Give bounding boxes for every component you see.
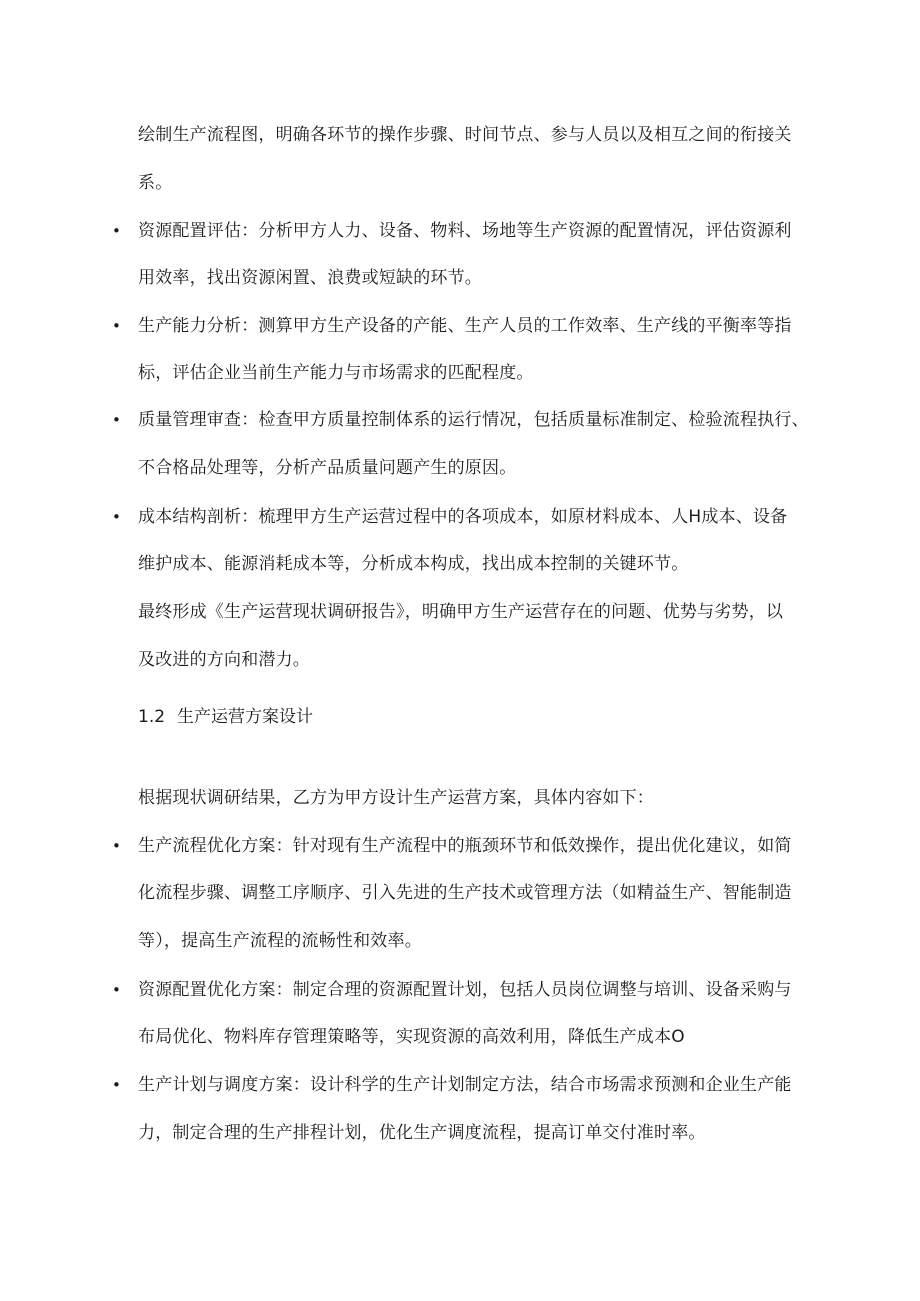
bullet-icon: • — [112, 411, 121, 429]
section-title: 生产运营方案设计 — [177, 707, 314, 727]
bullet-icon: • — [112, 837, 121, 855]
bullet-icon: • — [112, 1076, 121, 1094]
list-item-line: 不合格品处理等，分析产品质量问题产生的原因。 — [138, 458, 517, 478]
paragraph-line: 根据现状调研结果，乙方为甲方设计生产运营方案，具体内容如下： — [138, 788, 654, 808]
list-item-line: 等），提高生产流程的流畅性和效率。 — [138, 931, 422, 951]
bullet-icon: • — [112, 222, 121, 240]
list-item-line: 标，评估企业当前生产能力与市场需求的匹配程度。 — [138, 363, 534, 383]
list-item-line: 化流程步骤、调整工序顺序、引入先进的生产技术或管理方法（如精益生产、智能制造 — [138, 883, 792, 903]
section-heading — [138, 705, 313, 729]
bullet-icon: • — [112, 981, 121, 999]
paragraph-line: 最终形成《生产运营现状调研报告》，明确甲方生产运营存在的问题、优势与劣势，以 — [138, 602, 784, 622]
bullet-icon: • — [112, 508, 121, 526]
section-number: 1.2 — [138, 707, 166, 727]
bullet-icon: • — [112, 317, 121, 335]
list-item-line: 资源配置优化方案：制定合理的资源配置计划，包括人员岗位调整与培训、设备采购与 — [138, 980, 792, 1000]
list-item-line: 生产流程优化方案：针对现有生产流程中的瓶颈环节和低效操作，提出优化建议，如简 — [138, 836, 792, 856]
list-item-line: 资源配置评估：分析甲方人力、设备、物料、场地等生产资源的配置情况，评估资源利 — [138, 221, 792, 241]
list-item-line: 生产能力分析：测算甲方生产设备的产能、生产人员的工作效率、生产线的平衡率等指 — [138, 316, 792, 336]
list-item-line: 力，制定合理的生产排程计划，优化生产调度流程，提高订单交付准时率。 — [138, 1123, 706, 1143]
list-item-line: 生产计划与调度方案：设计科学的生产计划制定方法，结合市场需求预测和企业生产能 — [138, 1075, 792, 1095]
list-item-line: 布局优化、物料库存管理策略等，实现资源的高效利用，降低生产成本O — [138, 1027, 685, 1047]
paragraph-line: 绘制生产流程图，明确各环节的操作步骤、时间节点、参与人员以及相互之间的衔接关 — [138, 125, 792, 145]
list-item-line: 质量管理审查：检查甲方质量控制体系的运行情况，包括质量标准制定、检验流程执行、 — [138, 410, 809, 430]
paragraph-line: 系。 — [138, 173, 173, 193]
list-item-line: 成本结构剖析：梳理甲方生产运营过程中的各项成本，如原材料成本、人H成本、设备 — [138, 507, 788, 527]
list-item-line: 用效率，找出资源闲置、浪费或短缺的环节。 — [138, 268, 482, 288]
paragraph-line: 及改进的方向和潜力。 — [138, 650, 310, 670]
list-item-line: 维护成本、能源消耗成本等，分析成本构成，找出成本控制的关键环节。 — [138, 554, 689, 574]
